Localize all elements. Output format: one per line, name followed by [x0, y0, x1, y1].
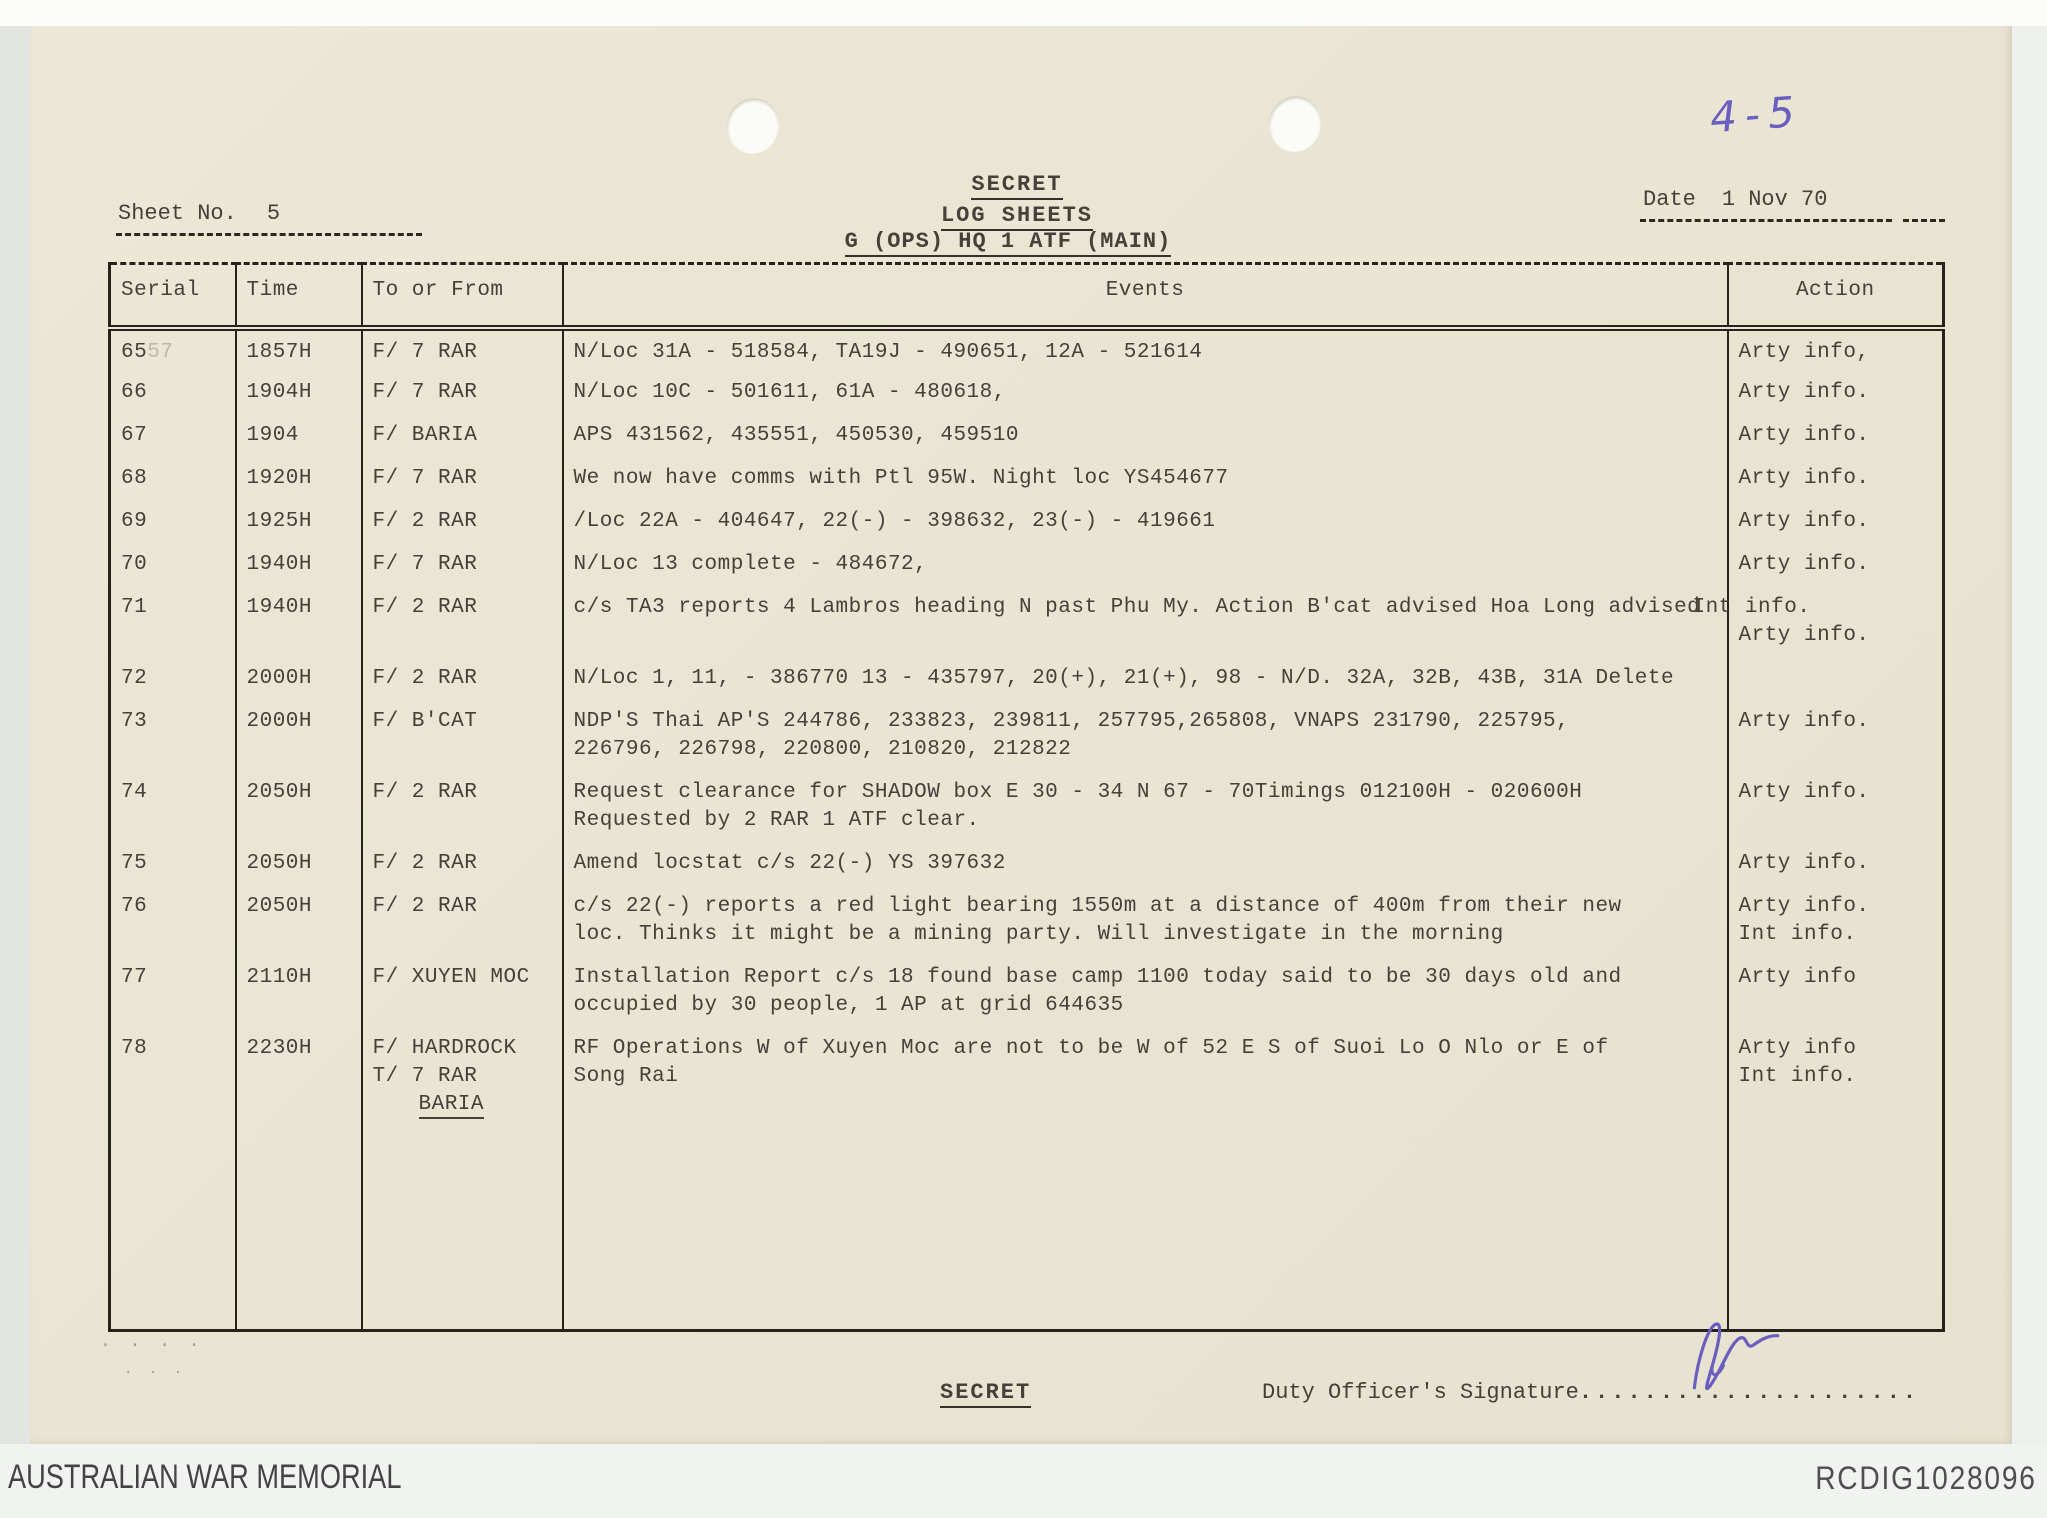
table-row	[110, 543, 1944, 586]
cell-to-or-from: F/ 2 RAR	[362, 586, 563, 657]
cell-to-or-from: F/ 2 RAR	[362, 657, 563, 700]
table-row	[110, 885, 1944, 956]
cell-action: Arty info Int info.	[1728, 1027, 1944, 1331]
cell-events: NDP'S Thai AP'S 244786, 233823, 239811, 257795,265808, VNAPS 231790, 225795, 226796, 226798, 220800, 210820, 212822	[563, 700, 1728, 771]
table-row	[110, 457, 1944, 500]
cell-to-or-from: F/ 2 RAR	[362, 500, 563, 543]
cell-to-or-from: F/ 7 RAR	[362, 328, 563, 371]
classification-bottom	[940, 1380, 1031, 1405]
classification-bottom-text: SECRET	[940, 1380, 1031, 1408]
classification-top	[917, 172, 1117, 197]
cell-time: 2050H	[236, 842, 362, 885]
cell-time: 2230H	[236, 1027, 362, 1331]
serial-ghost-mark: 57	[147, 341, 174, 364]
table-row	[110, 700, 1944, 771]
cell-action: Int info. Arty info.	[1728, 586, 1944, 657]
cell-serial: 70	[110, 543, 236, 586]
doc-title	[867, 203, 1167, 228]
table-row	[110, 328, 1944, 371]
table-row	[110, 771, 1944, 842]
cell-to-or-from: F/ HARDROCK T/ 7 RAR BARIA	[362, 1027, 563, 1331]
duty-officer-signature-line	[1262, 1380, 1919, 1405]
col-header-action: Action	[1728, 264, 1944, 329]
table-row	[110, 500, 1944, 543]
cell-action: Arty info.	[1728, 771, 1944, 842]
cell-serial: 72	[110, 657, 236, 700]
scanner-left-strip	[0, 26, 30, 1444]
cell-time: 1925H	[236, 500, 362, 543]
table-row	[110, 657, 1944, 700]
cell-serial: 75	[110, 842, 236, 885]
col-header-time: Time	[236, 264, 362, 329]
cell-events: Installation Report c/s 18 found base camp 1100 today said to be 30 days old and occupied by 30 people, 1 AP at grid 644635	[563, 956, 1728, 1027]
cell-to-or-from: F/ 7 RAR	[362, 543, 563, 586]
handwritten-page-number: 4-5	[1708, 86, 1805, 143]
cell-time: 1940H	[236, 543, 362, 586]
cell-events: N/Loc 10C - 501611, 61A - 480618,	[563, 371, 1728, 414]
cell-serial: 76	[110, 885, 236, 956]
table-row	[110, 1027, 1944, 1331]
cell-time: 1920H	[236, 457, 362, 500]
cell-serial: 69	[110, 500, 236, 543]
cell-serial: 77	[110, 956, 236, 1027]
log-table-body	[110, 328, 1944, 1331]
cell-to-or-from: F/ 7 RAR	[362, 371, 563, 414]
cell-time: 2000H	[236, 657, 362, 700]
cell-serial: 73	[110, 700, 236, 771]
archive-name: AUSTRALIAN WAR MEMORIAL	[8, 1458, 402, 1496]
cell-events: N/Loc 13 complete - 484672,	[563, 543, 1728, 586]
cell-serial: 66	[110, 371, 236, 414]
classification-top-text: SECRET	[971, 172, 1062, 200]
date-underline-dash	[1903, 219, 1945, 222]
cell-action: Arty info.	[1728, 414, 1944, 457]
sheet-number	[118, 201, 280, 226]
cell-time: 2050H	[236, 771, 362, 842]
cell-to-or-from: F/ B'CAT	[362, 700, 563, 771]
doc-title-text: LOG SHEETS	[941, 203, 1093, 231]
doc-subtitle	[758, 229, 1258, 254]
cell-action: Arty info.	[1728, 842, 1944, 885]
cell-action: Arty info. Int info.	[1728, 885, 1944, 956]
sheet-number-underline	[116, 233, 422, 236]
cell-time: 2050H	[236, 885, 362, 956]
cell-events: RF Operations W of Xuyen Moc are not to be W of 52 E S of Suoi Lo O Nlo or E of Song Rai	[563, 1027, 1728, 1331]
cell-events: c/s TA3 reports 4 Lambros heading N past Phu My. Action B'cat advised Hoa Long advised	[563, 586, 1728, 657]
cell-time: 2000H	[236, 700, 362, 771]
cell-events: /Loc 22A - 404647, 22(-) - 398632, 23(-) - 419661	[563, 500, 1728, 543]
cell-to-or-from: F/ BARIA	[362, 414, 563, 457]
cell-events: Amend locstat c/s 22(-) YS 397632	[563, 842, 1728, 885]
cell-action	[1728, 657, 1944, 700]
cell-time: 1904H	[236, 371, 362, 414]
col-header-events: Events	[563, 264, 1728, 329]
stray-mark-dots-2: . . .	[124, 1362, 187, 1378]
cell-events: Request clearance for SHADOW box E 30 - 34 N 67 - 70Timings 012100H - 020600H Requested by 2 RAR 1 ATF clear.	[563, 771, 1728, 842]
cell-serial: 74	[110, 771, 236, 842]
sheet-number-label: Sheet No.	[118, 201, 237, 226]
table-row	[110, 842, 1944, 885]
cell-action: Arty info	[1728, 956, 1944, 1027]
cell-serial: 68	[110, 457, 236, 500]
cell-to-or-from: F/ 2 RAR	[362, 885, 563, 956]
cell-to-or-from: F/ 2 RAR	[362, 842, 563, 885]
cell-serial: 6557	[110, 328, 236, 371]
date-underline	[1640, 219, 1892, 222]
cell-action: Arty info.	[1728, 700, 1944, 771]
cell-events: APS 431562, 435551, 450530, 459510	[563, 414, 1728, 457]
table-row	[110, 371, 1944, 414]
cell-to-or-from: F/ 2 RAR	[362, 771, 563, 842]
scanner-top-band	[0, 0, 2047, 26]
cell-serial: 67	[110, 414, 236, 457]
cell-action: Arty info.	[1728, 457, 1944, 500]
stray-mark-dots-1: . . . .	[100, 1332, 204, 1352]
cell-time: 2110H	[236, 956, 362, 1027]
cell-serial: 71	[110, 586, 236, 657]
date-label: Date	[1643, 187, 1696, 212]
cell-time: 1904	[236, 414, 362, 457]
cell-action: Arty info.	[1728, 500, 1944, 543]
signature-label: Duty Officer's Signature	[1262, 1380, 1579, 1405]
signature-dots: .....................	[1578, 1380, 1920, 1405]
cell-to-or-from: F/ XUYEN MOC	[362, 956, 563, 1027]
table-row	[110, 586, 1944, 657]
cell-time: 1857H	[236, 328, 362, 371]
cell-to-or-from: F/ 7 RAR	[362, 457, 563, 500]
cell-action: Arty info.	[1728, 371, 1944, 414]
cell-events: We now have comms with Ptl 95W. Night loc YS454677	[563, 457, 1728, 500]
cell-action: Arty info.	[1728, 543, 1944, 586]
cell-events: N/Loc 31A - 518584, TA19J - 490651, 12A - 521614	[563, 328, 1728, 371]
cell-time: 1940H	[236, 586, 362, 657]
log-table-header-row	[110, 264, 1944, 329]
cell-action: Arty info,	[1728, 328, 1944, 371]
date-field	[1643, 187, 1827, 212]
cell-events: N/Loc 1, 11, - 386770 13 - 435797, 20(+), 21(+), 98 - N/D. 32A, 32B, 43B, 31A Delete	[563, 657, 1728, 700]
log-table	[108, 262, 1945, 1332]
col-header-serial: Serial	[110, 264, 236, 329]
sheet-number-value: 5	[266, 201, 281, 226]
table-row	[110, 414, 1944, 457]
cell-serial: 78	[110, 1027, 236, 1331]
col-header-to-or-from: To or From	[362, 264, 563, 329]
date-value: 1 Nov 70	[1721, 187, 1828, 212]
table-row	[110, 956, 1944, 1027]
record-id: RCDIG1028096	[1815, 1460, 2037, 1496]
cell-events: c/s 22(-) reports a red light bearing 1550m at a distance of 400m from their new loc. Thinks it might be a mining party. Will investigate in the morning	[563, 885, 1728, 956]
doc-subtitle-text: G (OPS) HQ 1 ATF (MAIN)	[845, 229, 1172, 257]
